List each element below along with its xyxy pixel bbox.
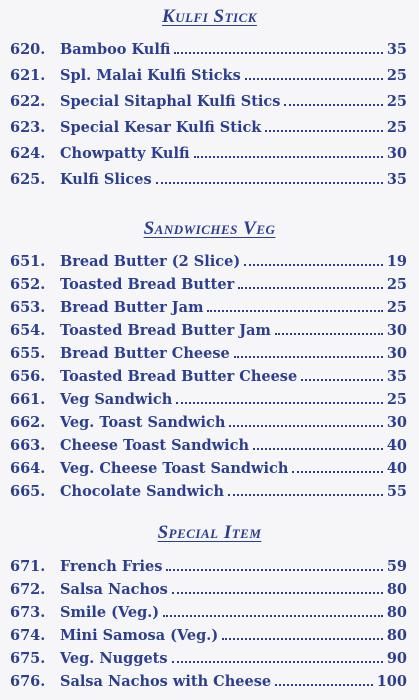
item-price: 30 <box>386 414 407 431</box>
item-price: 40 <box>386 437 407 454</box>
item-number: 653. <box>10 299 46 316</box>
item-price: 100 <box>376 673 407 690</box>
leader-dots <box>284 104 383 106</box>
item-name: Smile (Veg.) <box>60 604 160 621</box>
menu-item <box>0 38 419 62</box>
item-price: 90 <box>386 650 407 667</box>
leader-dots <box>172 592 383 594</box>
item-number: 672. <box>10 581 46 598</box>
leader-dots <box>275 333 383 335</box>
item-name: French Fries <box>60 558 163 575</box>
item-price: 30 <box>386 322 407 339</box>
menu-item <box>0 342 419 366</box>
menu-item <box>0 624 419 648</box>
menu-item <box>0 555 419 579</box>
item-name: Kulfi Slices <box>60 171 152 188</box>
leader-dots <box>234 356 383 358</box>
leader-dots <box>163 615 383 617</box>
menu-item <box>0 411 419 435</box>
item-name: Toasted Bread Butter Cheese <box>60 368 298 385</box>
leader-dots <box>253 448 383 450</box>
leader-dots <box>292 471 383 473</box>
item-name: Bamboo Kulfi <box>60 41 171 58</box>
item-number: 655. <box>10 345 46 362</box>
item-price: 80 <box>386 604 407 621</box>
item-price: 35 <box>386 41 407 58</box>
leader-dots <box>238 287 383 289</box>
menu-item <box>0 388 419 412</box>
item-name: Bread Butter Cheese <box>60 345 230 362</box>
item-price: 25 <box>386 93 407 110</box>
leader-dots <box>222 638 383 640</box>
item-price: 25 <box>386 119 407 136</box>
item-number: 665. <box>10 483 46 500</box>
item-name: Bread Butter Jam <box>60 299 204 316</box>
leader-dots <box>207 310 383 312</box>
item-number: 624. <box>10 145 46 162</box>
menu-item <box>0 647 419 671</box>
item-price: 80 <box>386 581 407 598</box>
item-name: Veg Sandwich <box>60 391 173 408</box>
item-price: 35 <box>386 368 407 385</box>
leader-dots <box>228 494 383 496</box>
item-number: 652. <box>10 276 46 293</box>
item-number: 675. <box>10 650 46 667</box>
item-number: 620. <box>10 41 46 58</box>
item-name: Veg. Nuggets <box>60 650 168 667</box>
leader-dots <box>265 130 383 132</box>
item-name: Salsa Nachos with Cheese <box>60 673 272 690</box>
item-price: 19 <box>386 253 407 270</box>
item-number: 676. <box>10 673 46 690</box>
item-number: 664. <box>10 460 46 477</box>
item-number: 661. <box>10 391 46 408</box>
item-price: 30 <box>386 145 407 162</box>
section-title: Sandwiches Veg <box>143 218 276 239</box>
leader-dots <box>301 379 383 381</box>
item-name: Bread Butter (2 Slice) <box>60 253 241 270</box>
item-price: 30 <box>386 345 407 362</box>
item-name: Salsa Nachos <box>60 581 168 598</box>
item-number: 656. <box>10 368 46 385</box>
item-number: 654. <box>10 322 46 339</box>
section-title: Special Item <box>157 522 262 543</box>
leader-dots <box>166 569 383 571</box>
item-name: Special Kesar Kulfi Stick <box>60 119 262 136</box>
item-price: 35 <box>386 171 407 188</box>
menu-item <box>0 142 419 166</box>
section-title: Kulfi Stick <box>162 6 257 27</box>
menu-item <box>0 116 419 140</box>
item-price: 25 <box>386 276 407 293</box>
menu-item <box>0 601 419 625</box>
item-name: Veg. Toast Sandwich <box>60 414 226 431</box>
item-number: 674. <box>10 627 46 644</box>
leader-dots <box>245 78 383 80</box>
item-name: Toasted Bread Butter Jam <box>60 322 271 339</box>
leader-dots <box>176 402 383 404</box>
item-number: 623. <box>10 119 46 136</box>
item-name: Special Sitaphal Kulfi Stics <box>60 93 281 110</box>
menu-item <box>0 670 419 694</box>
item-name: Chocolate Sandwich <box>60 483 225 500</box>
item-price: 40 <box>386 460 407 477</box>
leader-dots <box>174 52 383 54</box>
item-number: 663. <box>10 437 46 454</box>
item-price: 25 <box>386 67 407 84</box>
menu-item <box>0 434 419 458</box>
leader-dots <box>194 156 383 158</box>
menu-item <box>0 319 419 343</box>
menu-item <box>0 296 419 320</box>
item-number: 625. <box>10 171 46 188</box>
menu-item <box>0 273 419 297</box>
menu-item <box>0 457 419 481</box>
menu-item <box>0 578 419 602</box>
item-name: Chowpatty Kulfi <box>60 145 190 162</box>
item-price: 25 <box>386 391 407 408</box>
item-number: 671. <box>10 558 46 575</box>
menu-item <box>0 365 419 389</box>
item-number: 651. <box>10 253 46 270</box>
menu-item <box>0 168 419 192</box>
item-price: 55 <box>386 483 407 500</box>
leader-dots <box>172 661 383 663</box>
item-name: Spl. Malai Kulfi Sticks <box>60 67 241 84</box>
item-number: 662. <box>10 414 46 431</box>
item-price: 59 <box>386 558 407 575</box>
item-name: Mini Samosa (Veg.) <box>60 627 219 644</box>
leader-dots <box>275 684 373 686</box>
menu-item <box>0 64 419 88</box>
item-name: Toasted Bread Butter <box>60 276 235 293</box>
item-number: 622. <box>10 93 46 110</box>
menu-item <box>0 480 419 504</box>
item-number: 673. <box>10 604 46 621</box>
leader-dots <box>156 182 383 184</box>
item-number: 621. <box>10 67 46 84</box>
item-name: Cheese Toast Sandwich <box>60 437 249 454</box>
item-price: 25 <box>386 299 407 316</box>
menu-item <box>0 250 419 274</box>
leader-dots <box>244 264 383 266</box>
item-price: 80 <box>386 627 407 644</box>
menu-item <box>0 90 419 114</box>
item-name: Veg. Cheese Toast Sandwich <box>60 460 289 477</box>
leader-dots <box>229 425 383 427</box>
